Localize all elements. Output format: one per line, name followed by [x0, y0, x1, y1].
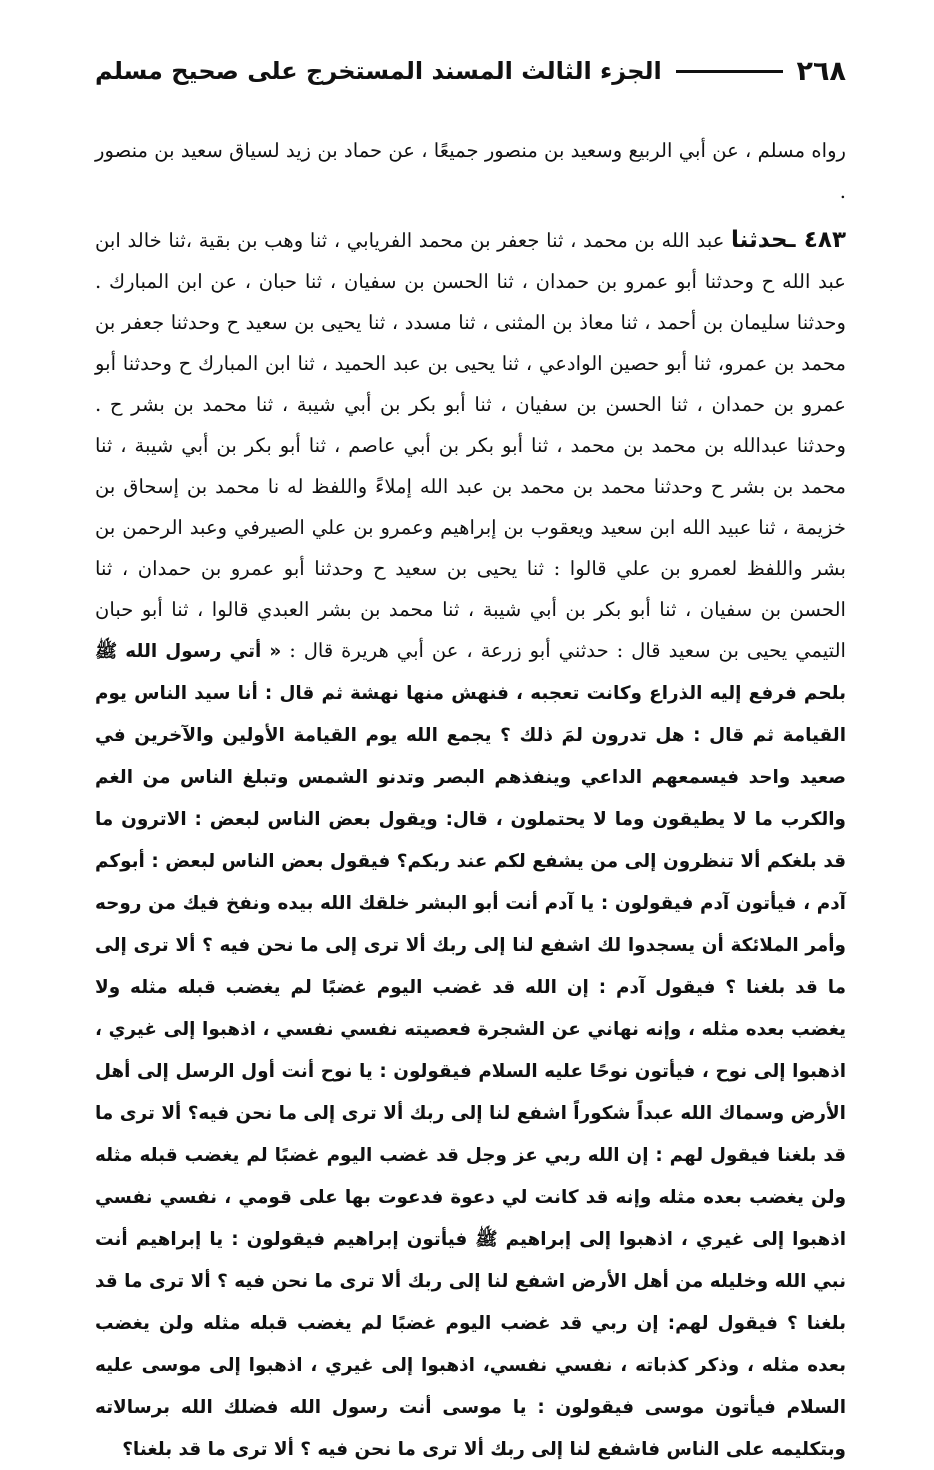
- page-header: [95, 50, 846, 92]
- takhrij-paragraph: رواه مسلم ، عن أبي الربيع وسعيد بن منصور جميعًا ، عن حماد بن زيد لسياق سعيد بن منصور .: [95, 139, 846, 203]
- page-body: [95, 130, 846, 1470]
- hadith-matn: « أتي رسول الله ﷺ بلحم فرفع إليه الذراع وكانت تعجبه ، فنهش منها نهشة ثم قال : أنا سيد الناس يوم القيامة ثم قال : هل تدرون لمَ ذلك ؟ يجمع الله يوم القيامة الأولين والآخرين في صعيد واحد فيسمعهم الداعي وينفذهم البصر وتدنو الشمس وتبلغ الناس من الغم والكرب ما لا يطيقون وما لا يحتملون ، قال: ويقول بعض الناس لبعض : الاترون ما قد بلغكم ألا تنظرون إلى من يشفع لكم عند ربكم؟ فيقول بعض الناس لبعض : أبوكم آدم ، فيأتون آدم فيقولون : يا آدم أنت أبو البشر خلقك الله بيده ونفخ فيك من روحه وأمر الملائكة أن يسجدوا لك اشفع لنا إلى ربك ألا ترى إلى ما نحن فيه ؟ ألا ترى إلى ما قد بلغنا ؟ فيقول آدم : إن الله قد غضب اليوم غضبًا لم يغضب قبله مثله ولا يغضب بعده مثله ، وإنه نهاني عن الشجرة فعصيته نفسي نفسي ، اذهبوا إلى غيري ، اذهبوا إلى نوح ، فيأتون نوحًا عليه السلام فيقولون : يا نوح أنت أول الرسل إلى أهل الأرض وسماك الله عبداً شكوراً اشفع لنا إلى ربك ألا ترى إلى ما نحن فيه؟ ألا ترى ما قد بلغنا فيقول لهم : إن الله ربي عز وجل قد غضب اليوم غضبًا لم يغضب قبله مثله ولن يغضب بعده مثله وإنه قد كانت لي دعوة فدعوت بها على قومي ، نفسي نفسي اذهبوا إلى غيري ، اذهبوا إلى إبراهيم ﷺ فيأتون إبراهيم فيقولون : يا إبراهيم أنت نبي الله وخليله من أهل الأرض اشفع لنا إلى ربك ألا ترى ما نحن فيه ؟ ألا ترى ما قد بلغنا ؟ فيقول لهم: إن ربي قد غضب اليوم غضبًا لم يغضب قبله مثله ولن يغضب بعده مثله ، وذكر كذباته ، نفسي نفسي، اذهبوا إلى غيري ، اذهبوا إلى موسى عليه السلام فيأتون موسى فيقولون : يا موسى أنت رسول الله فضلك الله برسالاته وبتكليمه على الناس فاشفع لنا إلى ربك ألا ترى ما نحن فيه ؟ ألا ترى ما قد بلغنا؟: [95, 641, 846, 1460]
- header-rule: [676, 70, 783, 73]
- page-number: ٢٦٨: [796, 55, 846, 87]
- hadith-paragraph: [95, 220, 846, 1470]
- running-title: الجزء الثالث المسند المستخرج على صحيح مسلم: [95, 57, 662, 85]
- hadith-opening-word: حدثنا: [731, 227, 788, 253]
- hadith-isnad: عبد الله بن محمد ، ثنا جعفر بن محمد الفريابي ، ثنا وهب بن بقية ،ثنا خالد ابن عبد الله ح وحدثنا أبو عمرو بن حمدان ، ثنا الحسن بن سفيان ، ثنا حبان ، عن ابن المبارك . وحدثنا سليمان بن أحمد ، ثنا معاذ بن المثنى ، ثنا مسدد ، ثنا يحيى بن سعيد ح وحدثنا جعفر بن محمد بن عمرو، ثنا أبو حصين الوادعي ، ثنا يحيى بن عبد الحميد ، ثنا ابن المبارك ح وحدثنا أبو عمرو بن حمدان ، ثنا الحسن بن سفيان ، ثنا أبو بكر بن أبي شيبة ، ثنا محمد بن بشر ح . وحدثنا عبدالله بن محمد بن محمد ، ثنا أبو بكر بن أبي عاصم ، ثنا أبو بكر بن أبي شيبة ، ثنا محمد بن بشر ح وحدثنا محمد بن محمد بن عبد الله إملاءً واللفظ له نا محمد بن إسحاق بن خزيمة ، ثنا عبيد الله ابن سعيد ويعقوب بن إبراهيم وعمرو بن علي الصيرفي وعبد الرحمن بن بشر واللفظ لعمرو بن علي قالوا : ثنا يحيى بن سعيد ح وحدثنا أبو عمرو بن حمدان ، ثنا الحسن بن سفيان ، ثنا أبو بكر بن أبي شيبة ، ثنا محمد بن بشر العبدي قالوا ، ثنا أبو حبان التيمي يحيى بن سعيد قال : حدثني أبو زرعة ، عن أبي هريرة قال :: [95, 229, 846, 662]
- hadith-number: ٤٨٣ ـ: [787, 227, 846, 253]
